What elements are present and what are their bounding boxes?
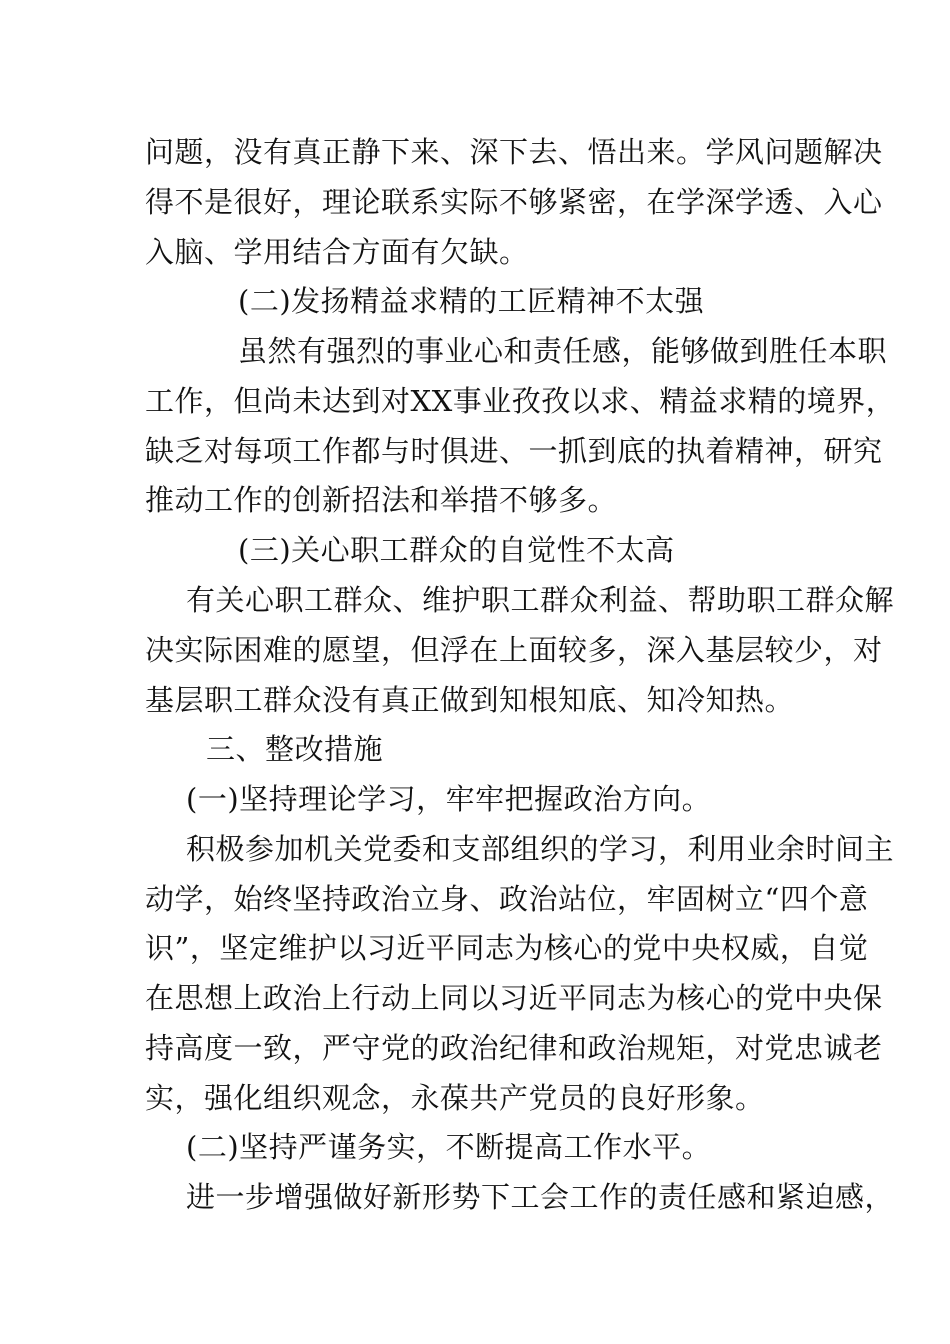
body-text-line: 问题，没有真正静下来、深下去、悟出来。学风问题解决 [145,135,883,169]
subsection-heading: (二)坚持严谨务实，不断提高工作水平。 [186,1130,712,1164]
body-text-line: 入脑、学用结合方面有欠缺。 [145,235,529,269]
body-text-line: 动学，始终坚持政治立身、政治站位，牢固树立“四个意 [145,882,869,916]
body-text-line: 识”，坚定维护以习近平同志为核心的党中央权威，自觉 [145,931,869,965]
section-heading: (三)关心职工群众的自觉性不太高 [238,533,675,567]
body-text-line: 在思想上政治上行动上同以习近平同志为核心的党中央保 [145,981,883,1015]
body-text-line: 持高度一致，严守党的政治纪律和政治规矩，对党忠诚老 [145,1031,883,1065]
body-text-line: 得不是很好，理论联系实际不够紧密，在学深学透、入心 [145,185,883,219]
subsection-heading: (一)坚持理论学习，牢牢把握政治方向。 [186,782,712,816]
body-text-line: 基层职工群众没有真正做到知根知底、知冷知热。 [145,683,795,717]
section-heading: 三、整改措施 [206,732,384,766]
body-text-line: 虽然有强烈的事业心和责任感，能够做到胜任本职 [238,334,888,368]
body-text-line: 实，强化组织观念，永葆共产党员的良好形象。 [145,1081,765,1115]
body-text-line: 决实际困难的愿望，但浮在上面较多，深入基层较少，对 [145,633,883,667]
body-text-line: 有关心职工群众、维护职工群众利益、帮助职工群众解 [186,583,895,617]
body-text-line: 推动工作的创新招法和举措不够多。 [145,483,618,517]
body-text-line: 进一步增强做好新形势下工会工作的责任感和紧迫感， [186,1180,895,1214]
body-text-line: 缺乏对每项工作都与时俱进、一抓到底的执着精神，研究 [145,434,883,468]
body-text-line: 工作，但尚未达到对XX事业孜孜以求、精益求精的境界， [145,384,896,418]
body-text-line: 积极参加机关党委和支部组织的学习，利用业余时间主 [186,832,895,866]
section-heading: (二)发扬精益求精的工匠精神不太强 [238,284,705,318]
